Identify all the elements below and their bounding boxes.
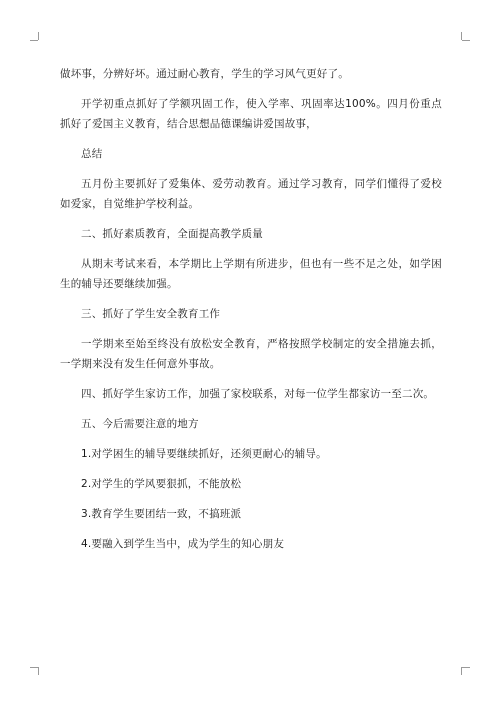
crop-mark-top-left-h — [30, 40, 38, 41]
section-heading: 总结 — [81, 148, 103, 160]
crop-mark-bottom-left-v — [38, 667, 39, 675]
list-item: 3.教育学生要团结一致，不搞班派 — [81, 508, 242, 520]
list-item: 4.要融入到学生当中，成为学生的知心朋友 — [81, 538, 285, 550]
paragraph: 开学初重点抓好了学额巩固工作，使入学率、巩固率达100%。四月份重点抓好了爱国主义教育，结合思想品德课编讲爱国故事， — [60, 98, 442, 130]
crop-mark-top-right-h — [462, 40, 470, 41]
crop-mark-bottom-left-h — [30, 667, 38, 668]
crop-mark-top-right-v — [461, 32, 462, 40]
section-heading: 三、抓好了学生安全教育工作 — [81, 308, 221, 320]
paragraph: 做坏事，分辨好坏。通过耐心教育，学生的学习风气更好了。 — [60, 68, 349, 80]
crop-mark-bottom-right-v — [461, 667, 462, 675]
section-heading: 二、抓好素质教育，全面提高教学质量 — [81, 228, 263, 240]
list-item: 2.对学生的学风要狠抓，不能放松 — [81, 478, 242, 490]
list-item: 1.对学困生的辅导要继续抓好，还须更耐心的辅导。 — [81, 448, 327, 460]
paragraph: 一学期来至始至终没有放松安全教育，严格按照学校制定的安全措施去抓，一学期来没有发生任何意外事故。 — [60, 338, 442, 370]
document-body — [60, 64, 442, 564]
paragraph: 从期末考试来看，本学期比上学期有所进步，但也有一些不足之处，如学困生的辅导还要继续加强。 — [60, 258, 442, 290]
section-heading: 五、今后需要注意的地方 — [81, 418, 199, 430]
crop-mark-bottom-right-h — [462, 667, 470, 668]
section-heading: 四、抓好学生家访工作，加强了家校联系，对每一位学生都家访一至二次。 — [81, 388, 435, 400]
crop-mark-top-left-v — [38, 32, 39, 40]
paragraph: 五月份主要抓好了爱集体、爱劳动教育。通过学习教育，同学们懂得了爱校如爱家，自觉维护学校利益。 — [60, 178, 442, 210]
